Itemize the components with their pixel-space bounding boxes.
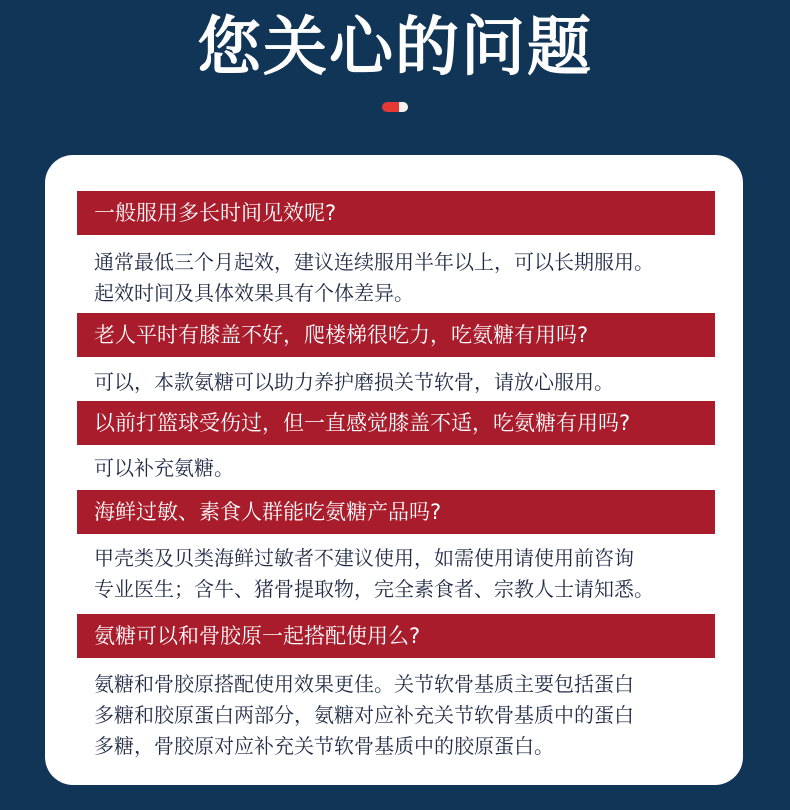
faq-question-1: 一般服用多长时间见效呢? <box>77 191 715 235</box>
decorative-pill-divider <box>382 102 408 112</box>
pill-right-segment <box>399 102 408 112</box>
faq-answer-5: 氨糖和骨胶原搭配使用效果更佳。关节软骨基质主要包括蛋白 多糖和胶原蛋白两部分，氨糖对应补充关节软骨基质中的蛋白 多糖，骨胶原对应补充关节软骨基质中的胶原蛋白。 <box>94 672 634 758</box>
faq-answer-3: 可以补充氨糖。 <box>94 456 234 480</box>
faq-answer-1: 通常最低三个月起效，建议连续服用半年以上，可以长期服用。 起效时间及具体效果具有个体差异。 <box>94 250 654 305</box>
faq-answer-4: 甲壳类及贝类海鲜过敏者不建议使用，如需使用请使用前咨询 专业医生；含牛、猪骨提取物，完全素食者、宗教人士请知悉。 <box>94 546 654 601</box>
page-title: 您关心的问题 <box>197 11 593 85</box>
faq-question-5: 氨糖可以和骨胶原一起搭配使用么? <box>77 614 715 658</box>
faq-question-2: 老人平时有膝盖不好，爬楼梯很吃力，吃氨糖有用吗? <box>77 313 715 357</box>
faq-question-3: 以前打篮球受伤过，但一直感觉膝盖不适，吃氨糖有用吗? <box>77 401 715 445</box>
faq-answer-2: 可以，本款氨糖可以助力养护磨损关节软骨，请放心服用。 <box>94 370 614 394</box>
faq-card <box>45 155 743 785</box>
faq-question-4: 海鲜过敏、素食人群能吃氨糖产品吗? <box>77 490 715 534</box>
